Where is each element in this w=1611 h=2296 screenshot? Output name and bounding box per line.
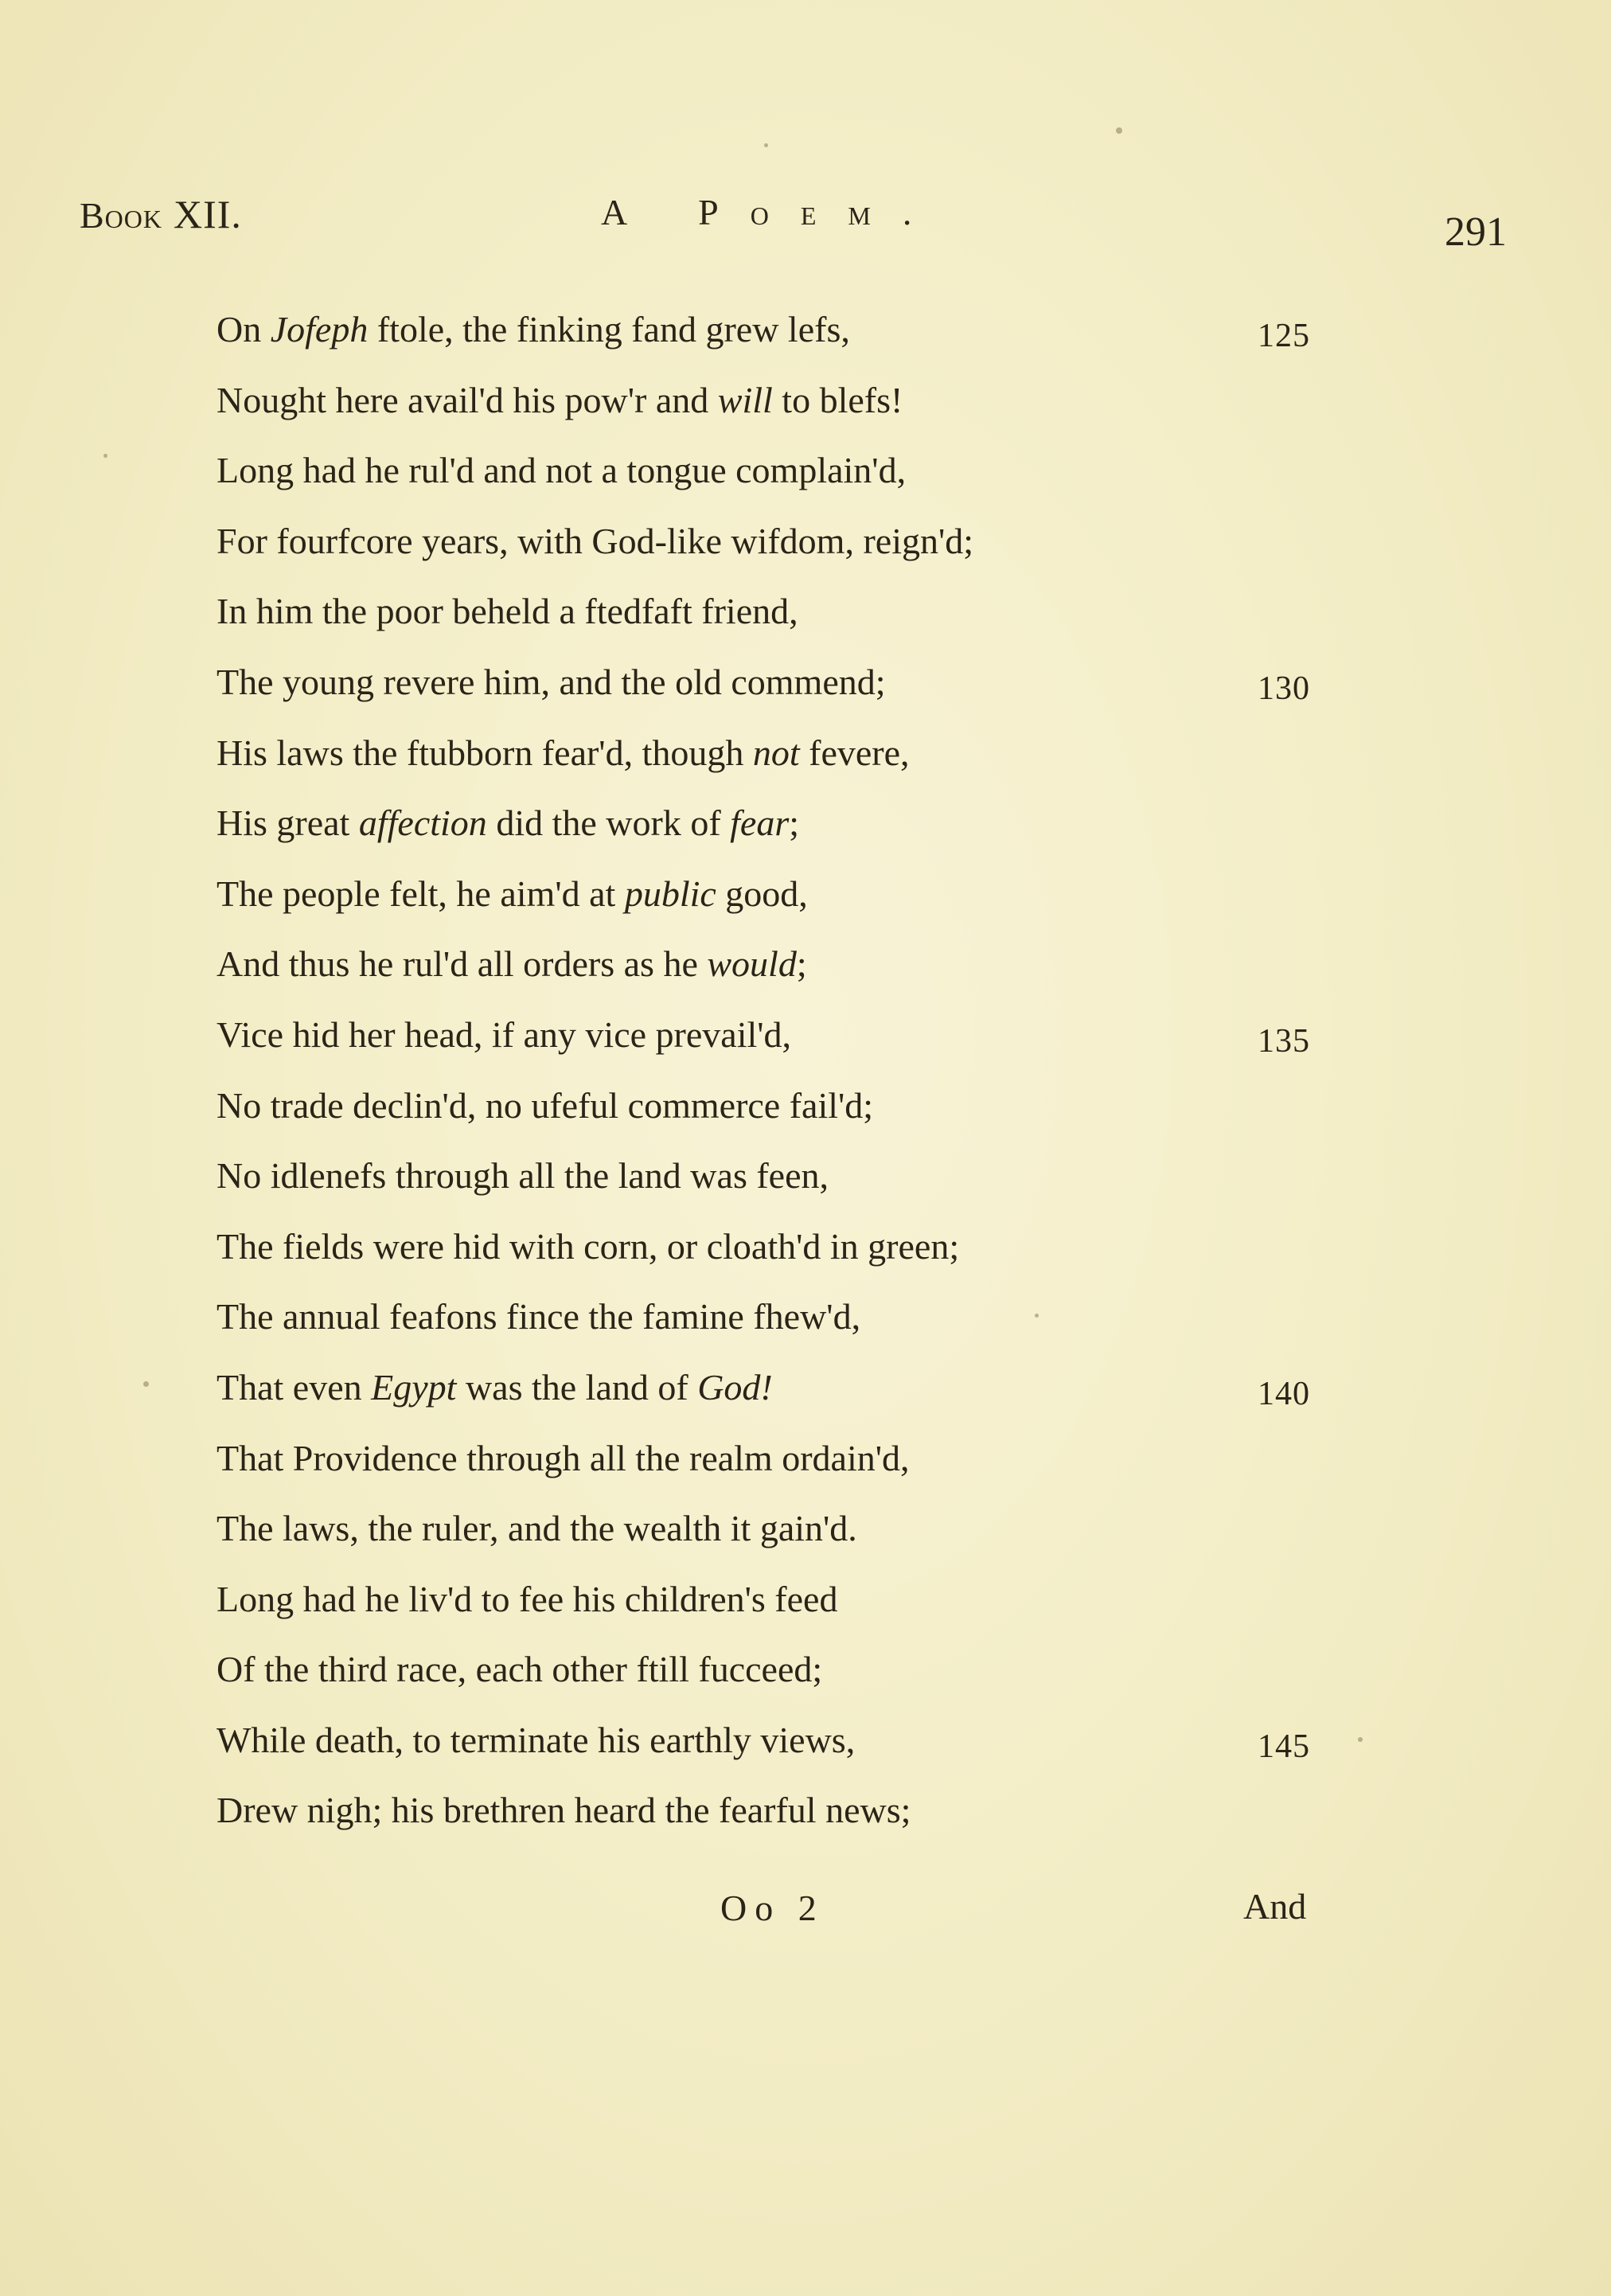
verse-line xyxy=(216,435,1347,506)
verse-segment: Long had he liv'd to fee his children's feed xyxy=(216,1578,838,1619)
verse-block xyxy=(216,295,1347,1846)
verse-line-text xyxy=(216,1353,773,1423)
verse-line-text xyxy=(216,1705,855,1776)
paper-speck xyxy=(1035,1314,1039,1318)
verse-segment: Drew nigh; his brethren heard the fearful news; xyxy=(216,1790,911,1831)
verse-line-text xyxy=(216,859,808,930)
verse-segment: The annual feafons fince the famine fhew'd, xyxy=(216,1296,861,1337)
verse-line xyxy=(216,365,1347,436)
verse-line xyxy=(216,1564,1347,1635)
italic-word: fear xyxy=(730,802,790,844)
paper-speck xyxy=(764,143,768,147)
verse-segment: to blefs! xyxy=(772,379,903,420)
verse-segment: No trade declin'd, no ufeful commerce fail'd; xyxy=(216,1084,874,1126)
verse-line-text xyxy=(216,506,973,577)
verse-line xyxy=(216,718,1347,789)
verse-line xyxy=(216,576,1347,647)
line-number: 145 xyxy=(1258,1728,1310,1765)
verse-line-text xyxy=(216,647,886,718)
paper-speck xyxy=(1116,127,1122,134)
running-title: A Poem. xyxy=(601,192,944,232)
verse-segment: The young revere him, and the old commend; xyxy=(216,661,886,702)
verse-line-text xyxy=(216,1634,822,1705)
italic-word: will xyxy=(717,379,773,420)
verse-segment: ftole, the finking fand grew lefs, xyxy=(368,309,850,349)
verse-segment: The fields were hid with corn, or cloath'd in green; xyxy=(216,1225,960,1267)
verse-segment: No idlenefs through all the land was feen, xyxy=(216,1155,829,1197)
running-head xyxy=(0,191,1611,255)
verse-line-text xyxy=(216,576,798,647)
verse-line-text xyxy=(216,1141,829,1212)
verse-line xyxy=(216,1423,1347,1494)
page-number: 291 xyxy=(1445,209,1507,255)
catchword: And xyxy=(1243,1886,1307,1927)
verse-segment: fevere, xyxy=(799,732,910,773)
verse-line xyxy=(216,1141,1347,1212)
italic-word: would xyxy=(707,943,797,985)
line-number: 140 xyxy=(1258,1375,1310,1412)
verse-line-text xyxy=(216,1071,873,1142)
verse-segment: That even xyxy=(216,1366,372,1408)
italic-word: affection xyxy=(358,802,487,844)
verse-segment: good, xyxy=(716,873,808,914)
verse-segment: Of the third race, each other ftill fucceed; xyxy=(216,1649,823,1690)
verse-segment: His great xyxy=(216,802,359,844)
verse-line-text xyxy=(216,1564,837,1635)
paper-speck xyxy=(103,454,107,458)
verse-line-text xyxy=(216,295,850,365)
verse-segment: Nought here avail'd his pow'r and xyxy=(216,379,718,420)
line-number: 130 xyxy=(1258,670,1310,707)
line-number: 135 xyxy=(1258,1022,1310,1060)
verse-line-text xyxy=(216,1775,911,1846)
verse-line xyxy=(216,1282,1347,1353)
verse-segment: While death, to terminate his earthly views, xyxy=(216,1719,856,1760)
verse-segment: The people felt, he aim'd at xyxy=(216,873,625,914)
verse-line xyxy=(216,1775,1347,1846)
italic-word: not xyxy=(752,732,800,773)
verse-segment: That Providence through all the realm ordain'd, xyxy=(216,1437,910,1478)
paper-speck xyxy=(1358,1737,1363,1742)
verse-line xyxy=(216,1494,1347,1564)
verse-line xyxy=(216,1705,1347,1776)
verse-line-text xyxy=(216,929,807,1000)
verse-segment: And thus he rul'd all orders as he xyxy=(216,943,708,985)
verse-line-text xyxy=(216,718,910,789)
book-label-text: Book xyxy=(80,195,163,236)
verse-segment: ; xyxy=(796,943,807,985)
verse-segment: Vice hid her head, if any vice prevail'd, xyxy=(216,1013,792,1055)
verse-line xyxy=(216,788,1347,859)
verse-line xyxy=(216,1000,1347,1071)
verse-line xyxy=(216,1212,1347,1283)
verse-segment: Long had he rul'd and not a tongue complain'd, xyxy=(216,450,907,491)
verse-segment: His laws the ftubborn fear'd, though xyxy=(216,732,753,773)
paper-speck xyxy=(143,1381,149,1387)
verse-segment: On xyxy=(216,309,271,349)
verse-line xyxy=(216,295,1347,365)
book-number: XII. xyxy=(174,192,242,236)
signature-mark: Oo 2 xyxy=(720,1888,825,1928)
italic-word: public xyxy=(624,873,716,914)
verse-line-text xyxy=(216,1494,857,1564)
verse-line-text xyxy=(216,1212,959,1283)
italic-word: God! xyxy=(697,1366,773,1408)
verse-line-text xyxy=(216,435,906,506)
verse-line-text xyxy=(216,788,799,859)
verse-segment: For fourfcore years, with God-like wifdom, reign'd; xyxy=(216,520,974,561)
verse-line xyxy=(216,1071,1347,1142)
verse-line-text xyxy=(216,1000,791,1071)
verse-segment: In him the poor beheld a ftedfaft friend, xyxy=(216,591,798,632)
verse-line-text xyxy=(216,1282,860,1353)
verse-line xyxy=(216,506,1347,577)
line-number: 125 xyxy=(1258,318,1310,354)
verse-line xyxy=(216,929,1347,1000)
book-label xyxy=(80,191,242,237)
verse-line xyxy=(216,859,1347,930)
verse-line xyxy=(216,1634,1347,1705)
verse-line xyxy=(216,1353,1347,1423)
verse-segment: did the work of xyxy=(486,802,731,844)
verse-segment: ; xyxy=(789,802,800,844)
italic-word: Jofeph xyxy=(270,309,369,349)
verse-segment: was the land of xyxy=(456,1366,698,1408)
verse-line-text xyxy=(216,1423,910,1494)
italic-word: Egypt xyxy=(371,1366,457,1408)
verse-line xyxy=(216,647,1347,718)
verse-line-text xyxy=(216,365,903,436)
verse-segment: The laws, the ruler, and the wealth it gain'd. xyxy=(216,1508,857,1549)
